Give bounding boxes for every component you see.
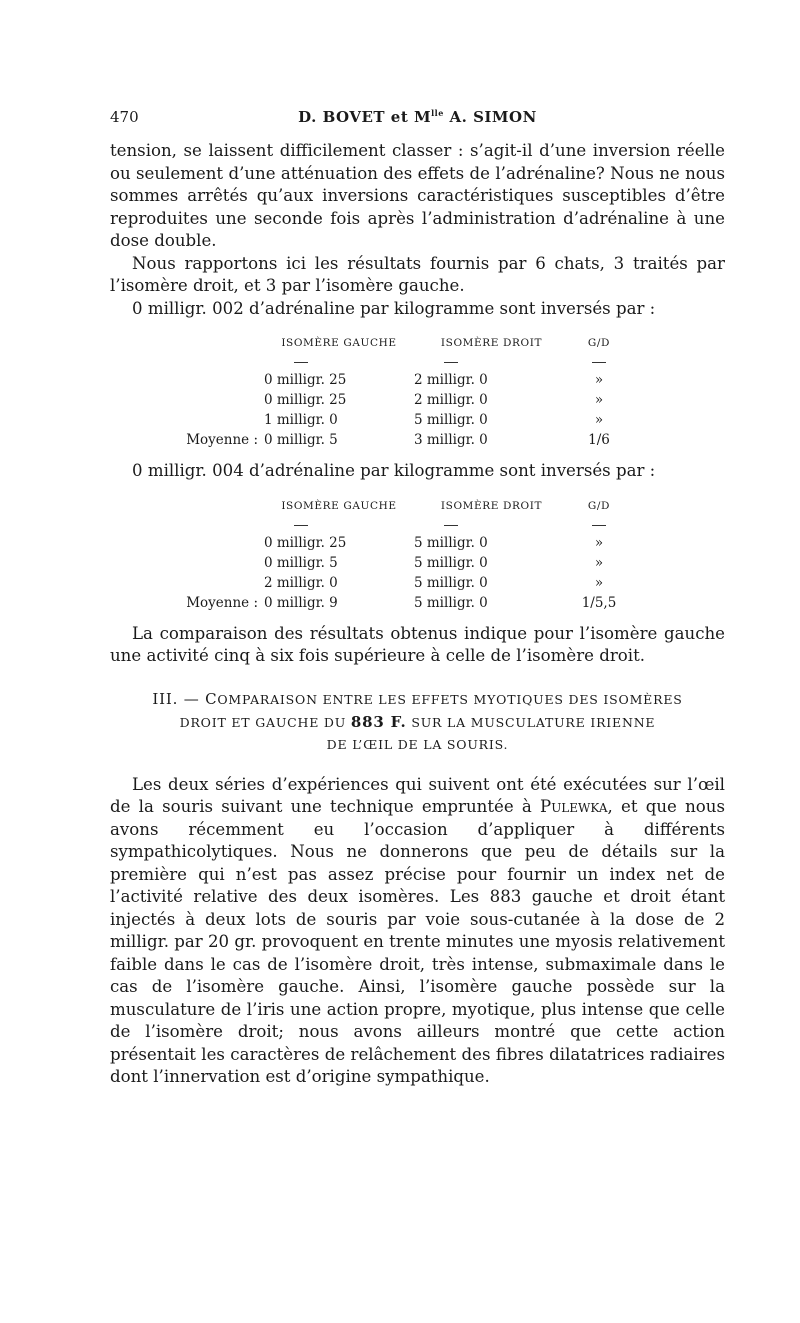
table-row-average: Moyenne : 0 milligr. 9 5 milligr. 0 1/5,5 [186, 594, 617, 611]
table-row: 0 milligr. 5 5 milligr. 0 » [264, 554, 604, 571]
paragraph-3: 0 milligr. 002 d’adrénaline par kilogramme sont inversés par : [132, 298, 656, 318]
column-header-droit: ISOMÈRE DROIT [440, 499, 543, 512]
table-row: 0 milligr. 25 2 milligr. 0 » [264, 372, 604, 388]
paragraph-6: Les deux séries d’expériences qui suivent ont été exécutées sur l’œil de la souris suivant une technique empruntée à Pulewka, et que nous avons récemment eu l’occasion d’appliquer à différents sympathicolytiques. Nous ne donnerons que peu de détails sur la première qui n’est pas assez précise pour fournir un index net de l’activité relative des deux isomères. Les 883 gauche et droit étant injectés à deux lots de souris par voie sous-cutanée à la dose de 2 milligr. par 20 gr. provoquent en trente minutes une myosis relativement faible dans le cas de l’isomère droit, très intense, submaximale dans le cas de l’isomère gauche. Ainsi, l’isomère gauche possède sur la musculature de l’iris une action propre, myotique, plus intense que celle de l’isomère droit; nous avons ailleurs montré que cette action présentait les caractères de relâchement des fibres dilatatrices radiaires dont l’innervation est d’origine sympathique. [110, 774, 725, 1086]
column-header-gauche: ISOMÈRE GAUCHE [281, 337, 397, 349]
column-header-gauche: ISOMÈRE GAUCHE [281, 499, 397, 512]
column-header-droit: ISOMÈRE DROIT [440, 337, 543, 349]
paragraph-5: La comparaison des résultats obtenus indique pour l’isomère gauche une activité cinq à six fois supérieure à celle de l’isomère droit. [110, 623, 725, 665]
results-table-2 [110, 495, 629, 613]
table-row: 1 milligr. 0 5 milligr. 0 » [264, 412, 604, 428]
column-header-ratio: G/D [587, 337, 611, 349]
page-number: 470 [110, 108, 139, 126]
running-header [110, 108, 725, 126]
section-heading-line-2: DROIT ET GAUCHE DU 883 F. SUR LA MUSCULATURE IRIENNE [179, 712, 656, 731]
results-table-1 [110, 332, 629, 450]
column-header-ratio: G/D [587, 499, 611, 512]
author-name: Pulewka [540, 797, 608, 816]
section-heading-line-3: DE L’ŒIL DE LA SOURIS. [326, 736, 509, 752]
table-row: 0 milligr. 25 2 milligr. 0 » [264, 392, 604, 408]
section-heading-line-1: III. — COMPARAISON ENTRE LES EFFETS MYOTIQUES DES ISOMÈRES [152, 689, 683, 708]
paragraph-1: tension, se laissent difficilement classer : s’agit-il d’une inversion réelle ou seulement d’une atténuation des effets de l’adrénaline? Nous ne nous sommes arrêtés qu’aux inversions caractéristiques susceptibles d’être reproduites une seconde fois après l’administration d’adrénaline à une dose double. [110, 141, 725, 250]
table-row: 0 milligr. 25 5 milligr. 0 » [264, 534, 604, 551]
section-heading [110, 688, 725, 756]
table-header-row [110, 495, 629, 517]
table-dash-row [110, 354, 629, 370]
table-row-average: Moyenne : 0 milligr. 5 3 milligr. 0 1/6 [186, 432, 610, 448]
running-title: D. BOVET et $M^{lle}$ A. SIMON [298, 108, 537, 126]
page [110, 108, 725, 1089]
paragraph-2: Nous rapportons ici les résultats fournis par 6 chats, 3 traités par l’isomère droit, et 3 par l’isomère gauche. [110, 253, 725, 295]
paragraph-4: 0 milligr. 004 d’adrénaline par kilogramme sont inversés par : [132, 461, 656, 480]
table-row: 2 milligr. 0 5 milligr. 0 » [264, 574, 604, 591]
table-dash-row [110, 517, 629, 533]
table-header-row [110, 332, 629, 354]
